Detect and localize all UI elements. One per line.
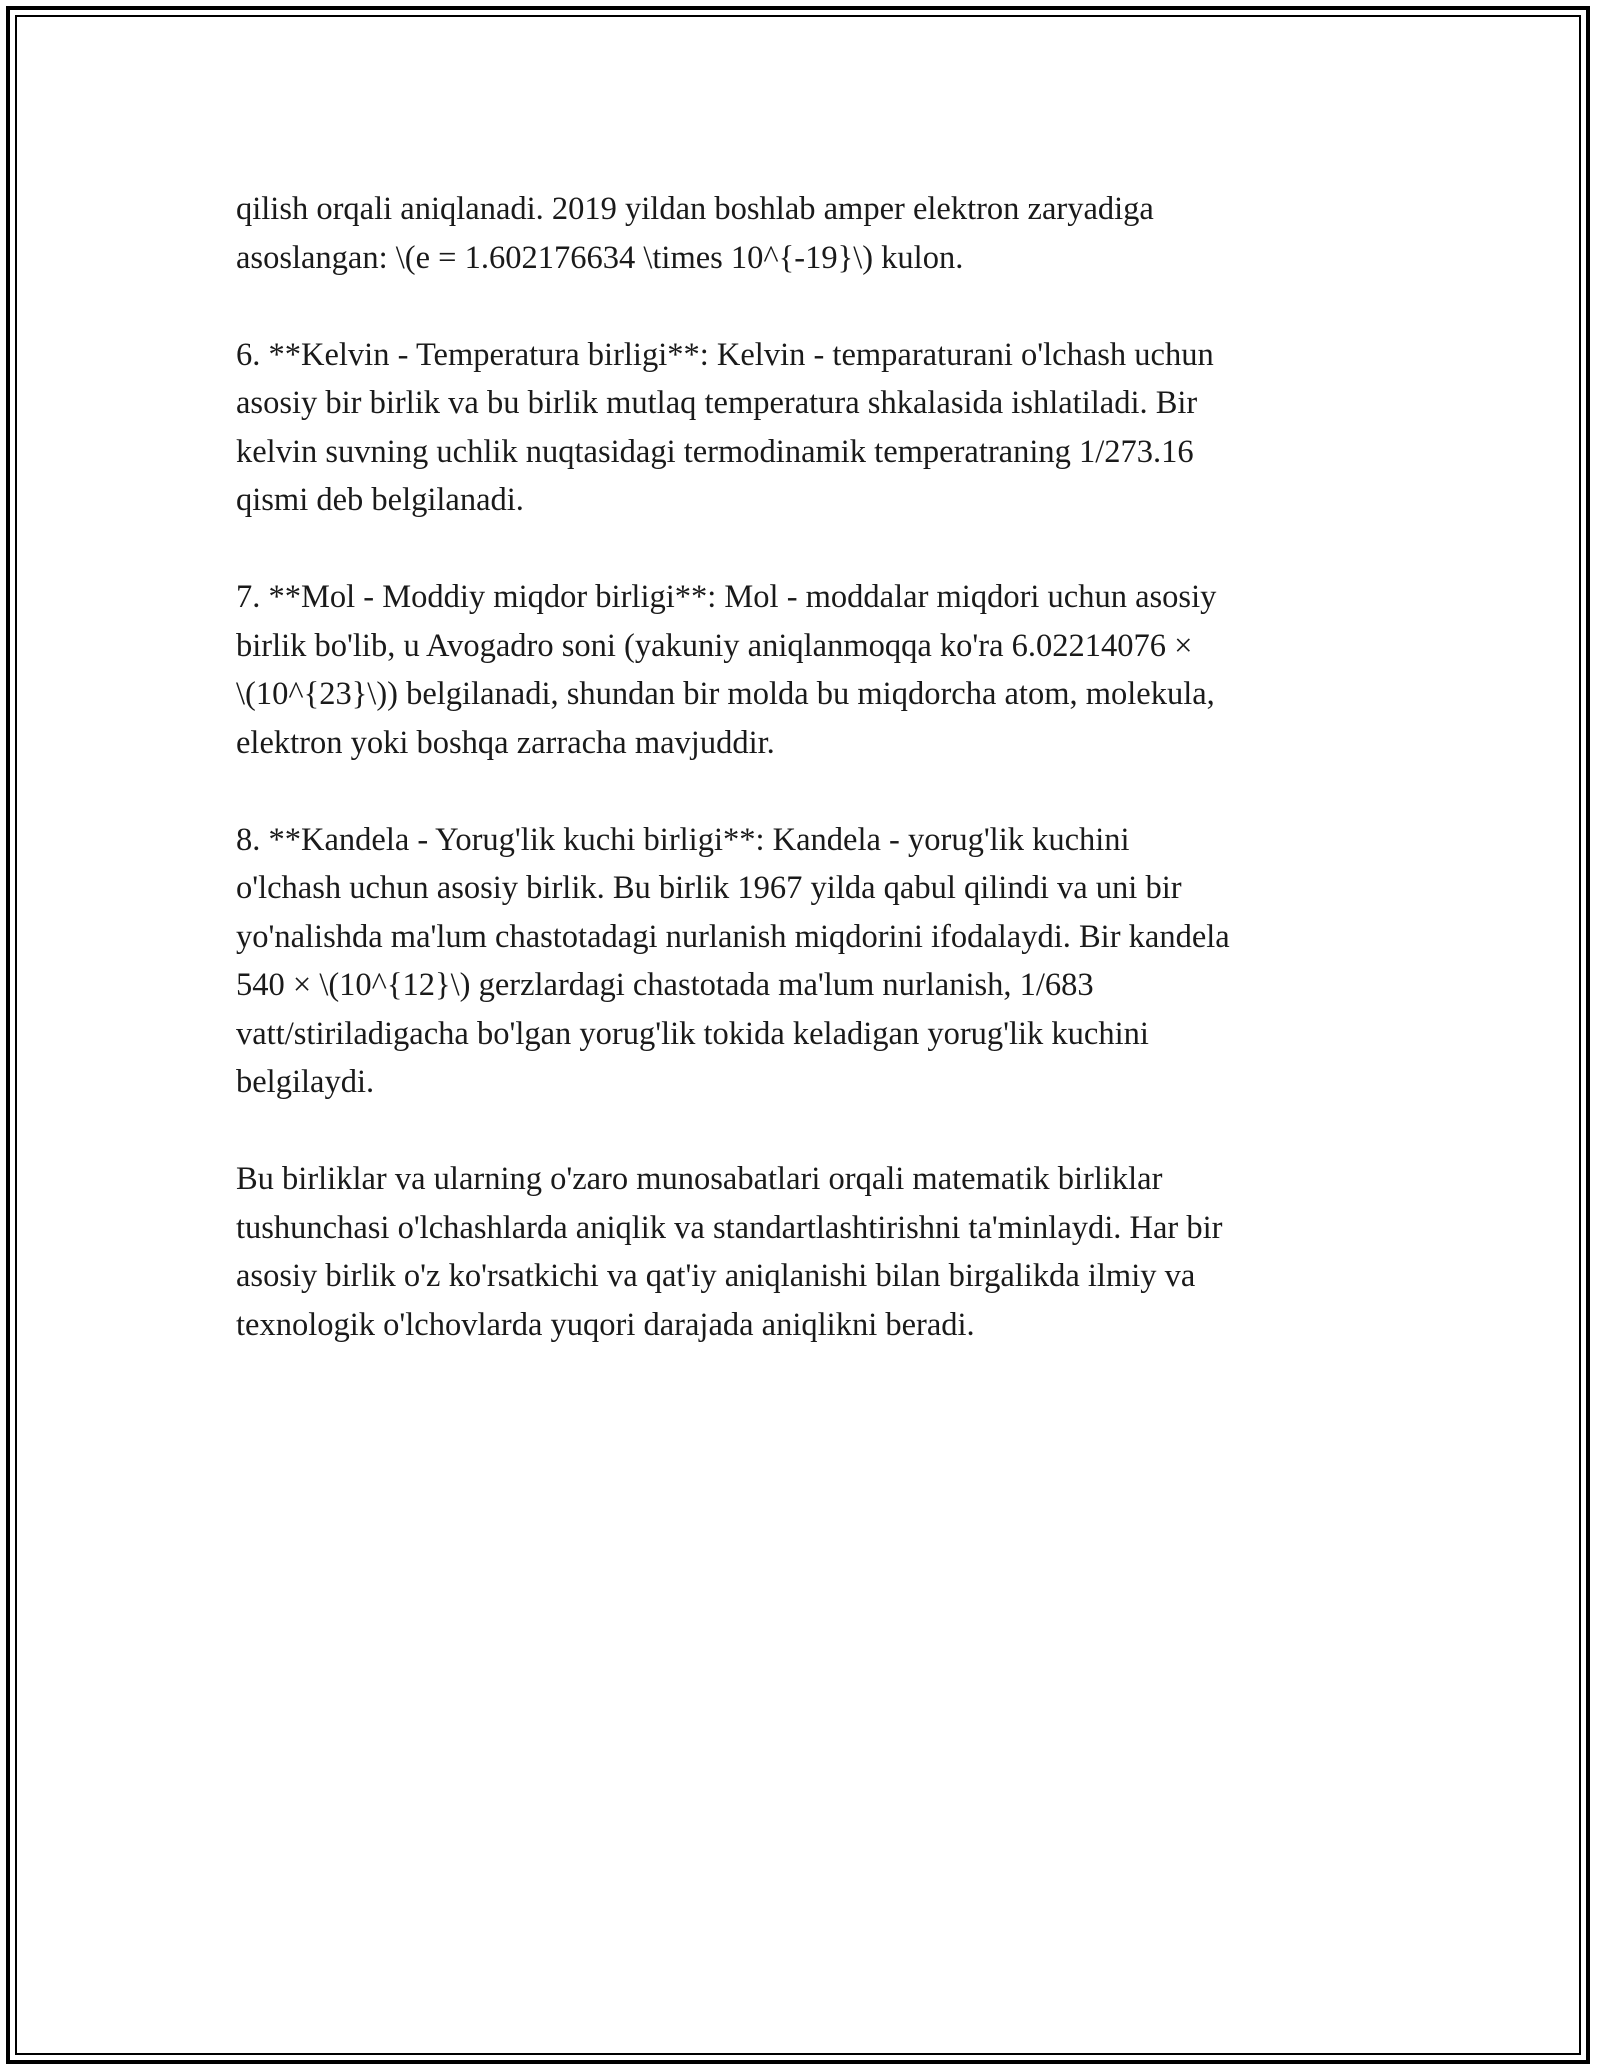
text-line: 6. **Kelvin - Temperatura birligi**: Kelvin - temparaturani o'lchash uchun [236, 336, 1214, 373]
text-line: 8. **Kandela - Yorug'lik kuchi birligi**: Kandela - yorug'lik kuchini [236, 821, 1130, 858]
text-line: 7. **Mol - Moddiy miqdor birligi**: Mol - moddalar miqdori uchun asosiy [236, 579, 1217, 615]
paragraph-mol [236, 573, 1376, 767]
text-line: asoslangan: \(e = 1.602176634 \times 10^{-19}\) kulon. [236, 239, 964, 276]
paragraph-kandela [236, 816, 1376, 1107]
document-body [236, 185, 1376, 1398]
text-line: qilish orqali aniqlanadi. 2019 yildan boshlab amper elektron zaryadiga [236, 191, 1154, 227]
text-line: o'lchash uchun asosiy birlik. Bu birlik 1967 yilda qabul qilindi va uni bir [236, 870, 1182, 906]
paragraph-kelvin [236, 331, 1376, 525]
text-line: vatt/stiriladigacha bo'lgan yorug'lik tokida keladigan yorug'lik kuchini [236, 1015, 1149, 1052]
paragraph-conclusion [236, 1155, 1376, 1349]
text-line: kelvin suvning uchlik nuqtasidagi termodinamik temperatraning 1/273.16 [236, 433, 1194, 470]
text-line: birlik bo'lib, u Avogadro soni (yakuniy aniqlanmoqqa ko'ra 6.02214076 × [236, 627, 1193, 664]
text-line: belgilaydi. [236, 1064, 375, 1100]
text-line: qismi deb belgilanadi. [236, 482, 524, 518]
text-line: 540 × \(10^{12}\) gerzlardagi chastotada ma'lum nurlanish, 1/683 [236, 967, 1094, 1003]
paragraph-ampere-continuation [236, 185, 1376, 282]
text-line: \(10^{23}\)) belgilanadi, shundan bir molda bu miqdorcha atom, molekula, [236, 676, 1215, 712]
text-line: elektron yoki boshqa zarracha mavjuddir. [236, 724, 775, 761]
text-line: texnologik o'lchovlarda yuqori darajada aniqlikni beradi. [236, 1306, 975, 1343]
text-line: Bu birliklar va ularning o'zaro munosabatlari orqali matematik birliklar [236, 1161, 1163, 1197]
text-line: asosiy bir birlik va bu birlik mutlaq temperatura shkalasida ishlatiladi. Bir [236, 385, 1198, 421]
text-line: tushunchasi o'lchashlarda aniqlik va standartlashtirishni ta'minlaydi. Har bir [236, 1209, 1223, 1246]
text-line: yo'nalishda ma'lum chastotadagi nurlanish miqdorini ifodalaydi. Bir kandela [236, 918, 1230, 955]
text-line: asosiy birlik o'z ko'rsatkichi va qat'iy aniqlanishi bilan birgalikda ilmiy va [236, 1258, 1196, 1294]
